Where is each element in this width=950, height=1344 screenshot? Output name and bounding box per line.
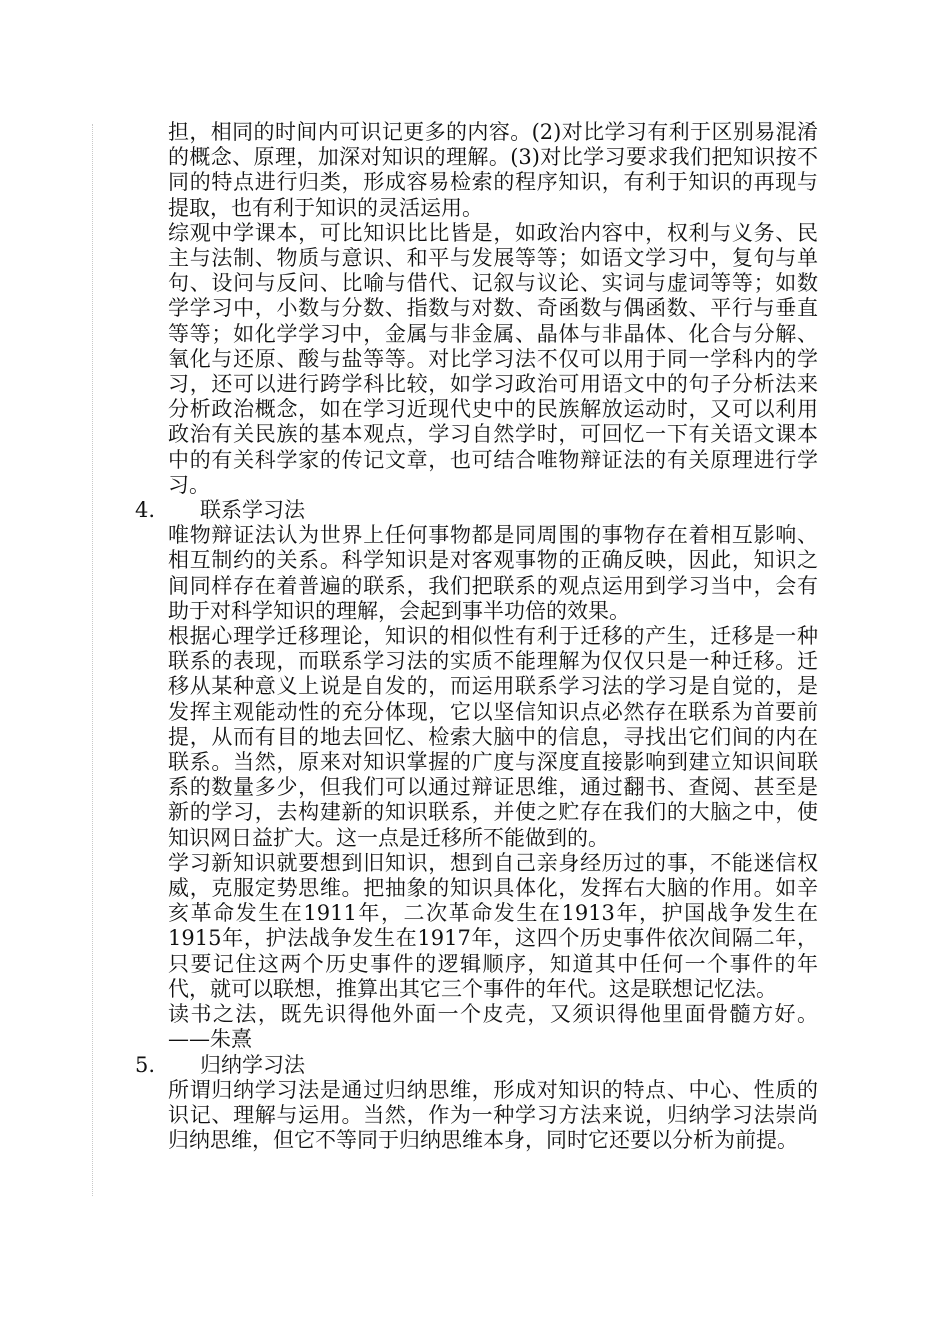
section-number: 5. [135, 1052, 156, 1077]
section-heading [135, 498, 818, 523]
paragraph: 综观中学课本，可比知识比比皆是，如政治内容中，权利与义务、民主与法制、物质与意识、和平与发展等等；如语文学习中，复句与单句、设问与反问、比喻与借代、记叙与议论、实词与虚词等等；如数学学习中，小数与分数、指数与对数、奇函数与偶函数、平行与垂直等等；如化学学习中，金属与非金属、晶体与非晶体、化合与分解、氧化与还原、酸与盐等等。对比学习法不仅可以用于同一学科内的学习，还可以进行跨学科比较，如学习政治可用语文中的句子分析法来分析政治概念，如在学习近现代史中的民族解放运动时，又可以利用政治有关民族的基本观点，学习自然学时，可回忆一下有关语文课本中的有关科学家的传记文章，也可结合唯物辩证法的有关原理进行学习。 [168, 220, 818, 497]
quote-paragraph: 读书之法，既先识得他外面一个皮壳，又须识得他里面骨髓方好。——朱熹 [168, 1002, 818, 1052]
paragraph: 担，相同的时间内可识记更多的内容。(2)对比学习有利于区别易混淆的概念、原理，加深对知识的理解。(3)对比学习要求我们把知识按不同的特点进行归类，形成容易检索的程序知识，有利于知识的再现与提取，也有利于知识的灵活运用。 [168, 120, 818, 220]
paragraph: 唯物辩证法认为世界上任何事物都是同周围的事物存在着相互影响、相互制约的关系。科学知识是对客观事物的正确反映，因此，知识之间同样存在着普遍的联系，我们把联系的观点运用到学习当中，会有助于对科学知识的理解，会起到事半功倍的效果。 [168, 523, 818, 623]
paragraph: 所谓归纳学习法是通过归纳思维，形成对知识的特点、中心、性质的识记、理解与运用。当然，作为一种学习方法来说，归纳学习法崇尚归纳思维，但它不等同于归纳思维本身，同时它还要以分析为前提。 [168, 1077, 818, 1153]
paragraph: 学习新知识就要想到旧知识，想到自己亲身经历过的事，不能迷信权威，克服定势思维。把抽象的知识具体化，发挥右大脑的作用。如辛亥革命发生在1911年，二次革命发生在1913年，护国战争发生在1915年，护法战争发生在1917年，这四个历史事件依次间隔二年，只要记住这两个历史事件的逻辑顺序，知道其中任何一个事件的年代，就可以联想，推算出其它三个事件的年代。这是联想记忆法。 [168, 850, 818, 1001]
paragraph: 根据心理学迁移理论，知识的相似性有利于迁移的产生，迁移是一种联系的表现，而联系学习法的实质不能理解为仅仅只是一种迁移。迁移从某种意义上说是自发的，而运用联系学习法的学习是自觉的，是发挥主观能动性的充分体现，它以坚信知识点必然存在联系为首要前提，从而有目的地去回忆、检索大脑中的信息，寻找出它们间的内在联系。当然，原来对知识掌握的广度与深度直接影响到建立知识间联系的数量多少，但我们可以通过辩证思维，通过翻书、查阅、甚至是新的学习，去构建新的知识联系，并使之贮存在我们的大脑之中，使知识网日益扩大。这一点是迁移所不能做到的。 [168, 624, 818, 850]
section-title: 归纳学习法 [200, 1052, 305, 1077]
section-heading [135, 1052, 818, 1078]
document-body [135, 120, 818, 1153]
section-number: 4. [135, 498, 156, 523]
section-title: 联系学习法 [200, 498, 305, 523]
margin-guide-line [92, 124, 93, 1196]
